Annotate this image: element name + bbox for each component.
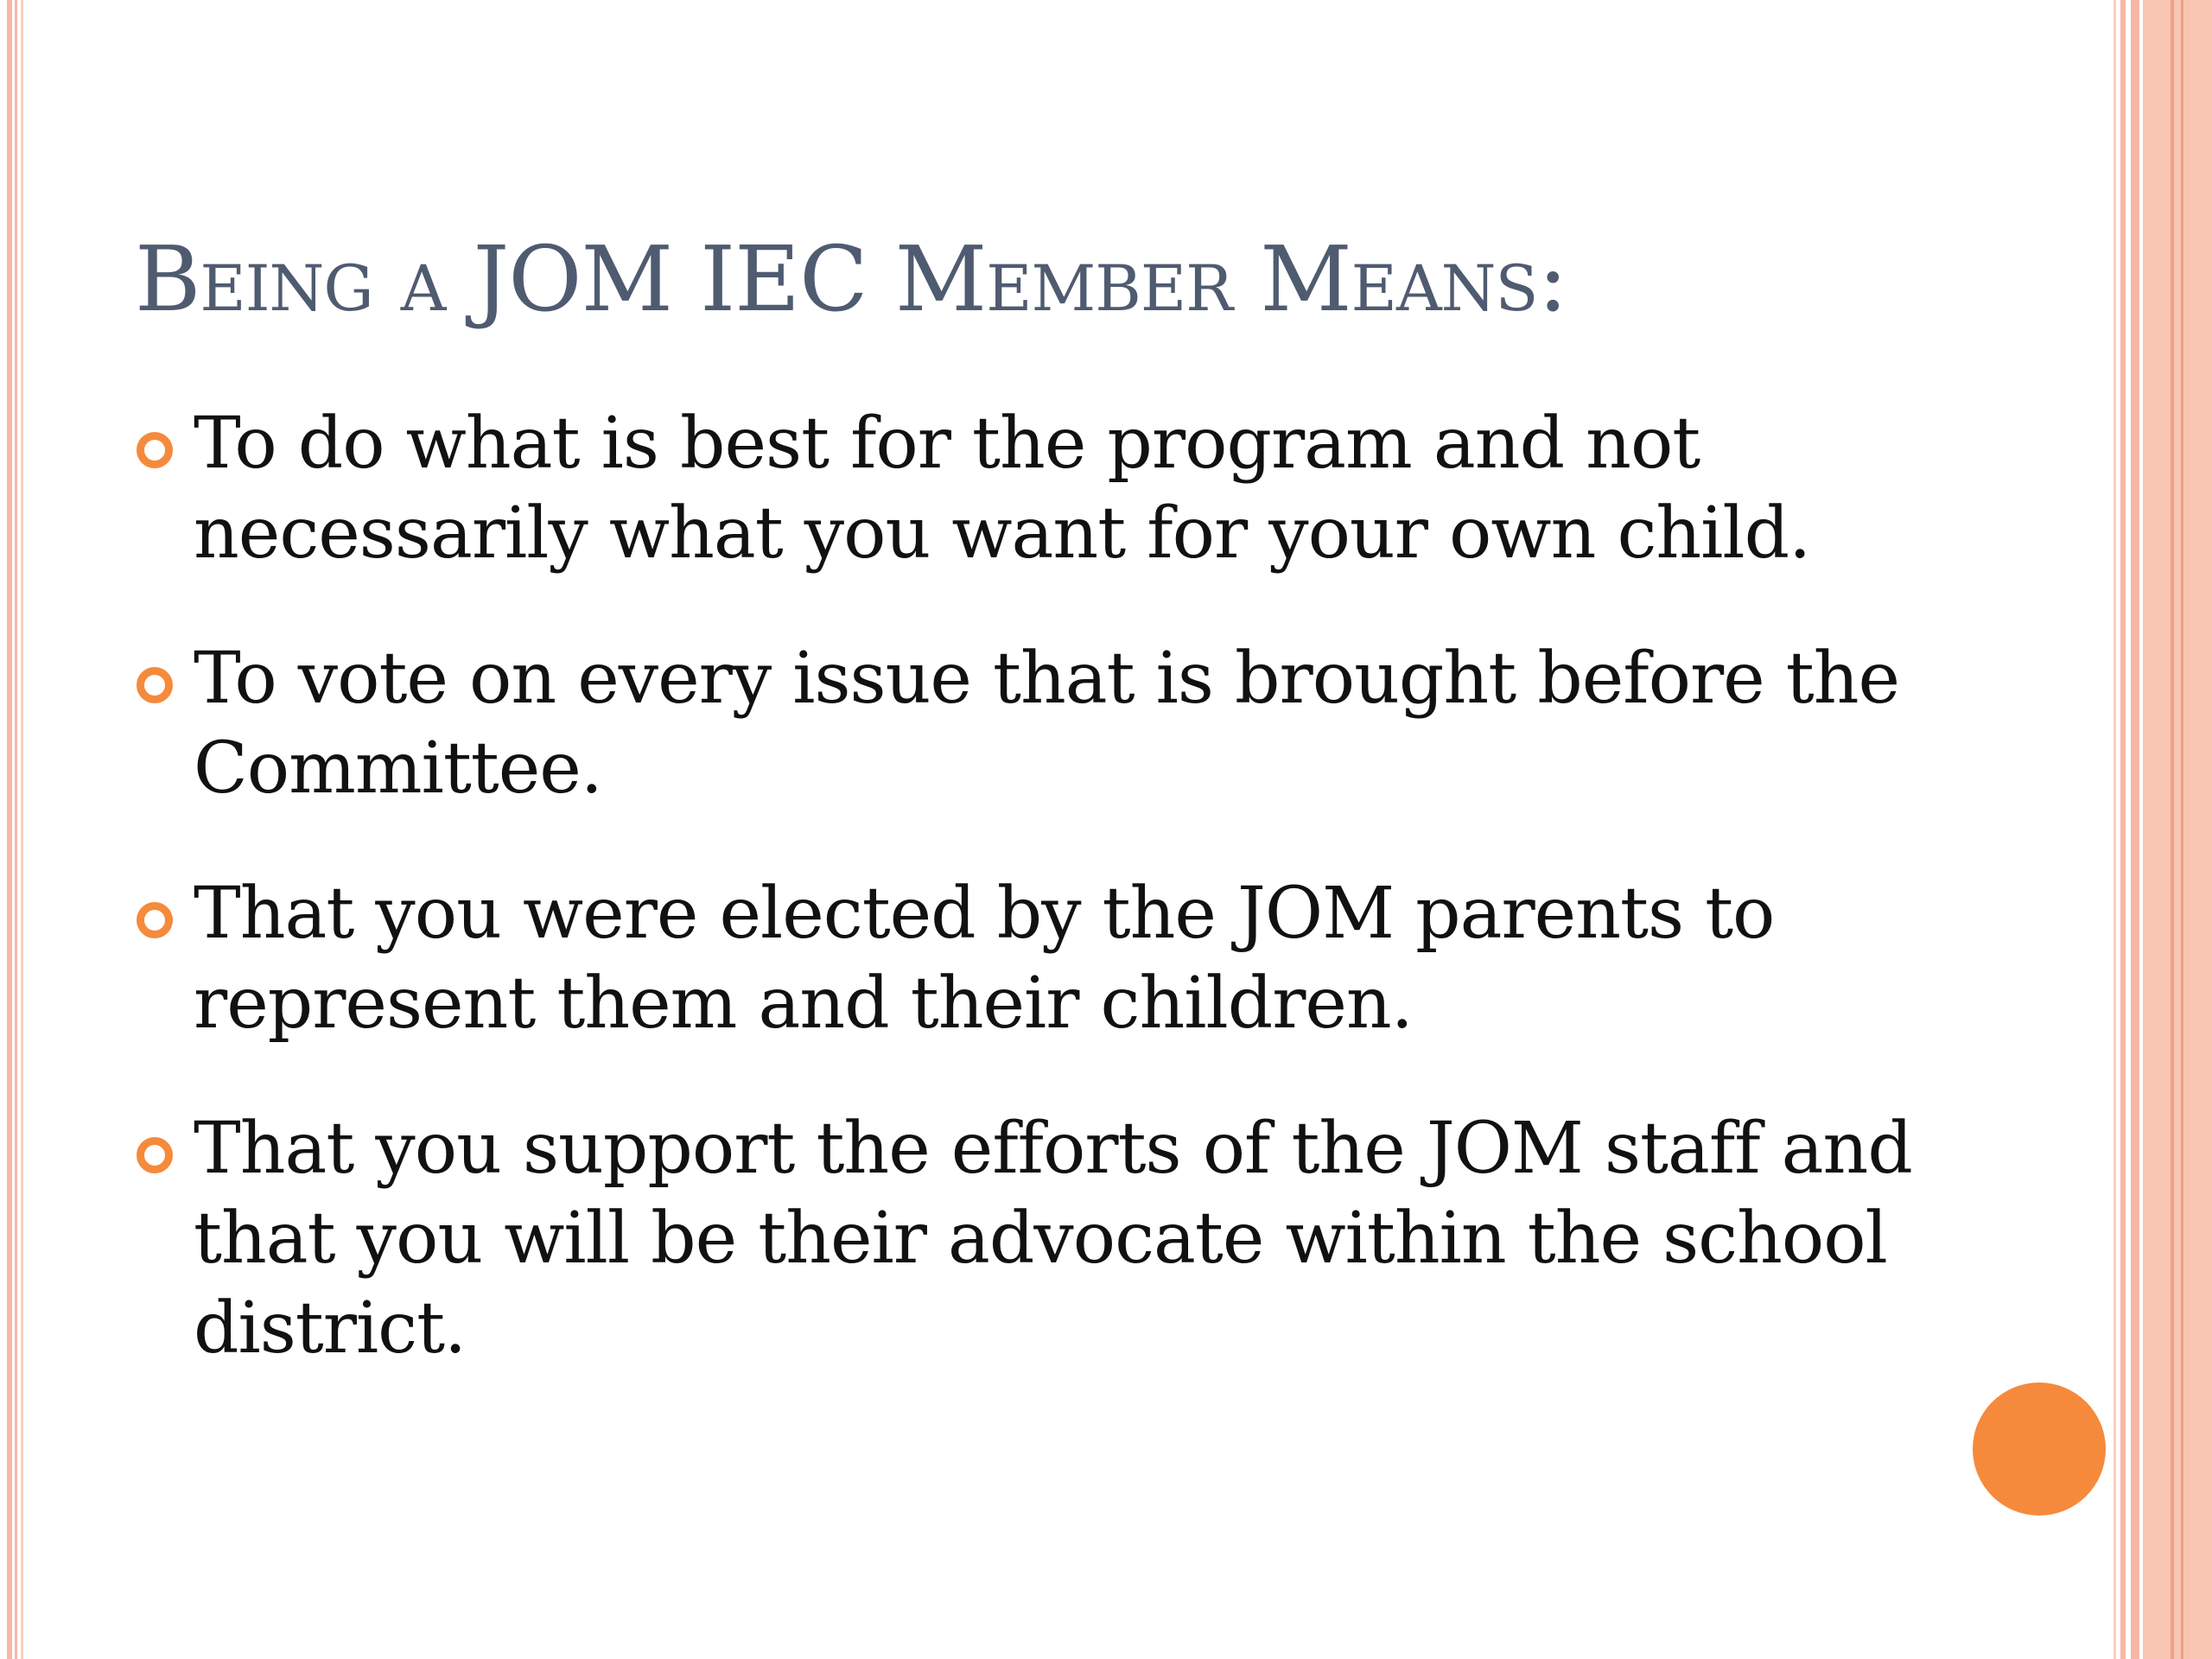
bullet-text: That you were elected by the JOM parents to represent them and their children. [194,873,1775,1045]
bullet-item [130,634,2065,814]
circle-bullet-icon [137,432,173,468]
bullet-item [130,869,2065,1049]
right-border-stripe [2171,0,2174,1659]
bullet-list [130,399,2065,1429]
right-border-stripe [2113,0,2116,1659]
bullet-text: To do what is best for the program and not necessarily what you want for your own child. [194,403,1811,575]
bullet-text: To vote on every issue that is brought before the Committee. [194,638,1900,810]
left-border-stripe [7,0,12,1659]
right-border-stripe [2120,0,2126,1659]
bullet-item [130,399,2065,579]
left-border-stripe [15,0,17,1659]
right-border-stripe [2131,0,2139,1659]
right-border-band [2143,0,2212,1659]
bullet-item [130,1104,2065,1374]
bullet-text: That you support the efforts of the JOM staff and that you will be their advocate within the school district. [194,1108,1912,1370]
circle-bullet-icon [137,1137,173,1173]
orange-circle-icon [1973,1382,2106,1516]
circle-bullet-icon [137,667,173,703]
circle-bullet-icon [137,902,173,938]
right-border-stripe [2181,0,2183,1659]
left-border-stripe [21,0,23,1659]
slide-title: Being a JOM IEC Member Means: [135,226,1567,332]
